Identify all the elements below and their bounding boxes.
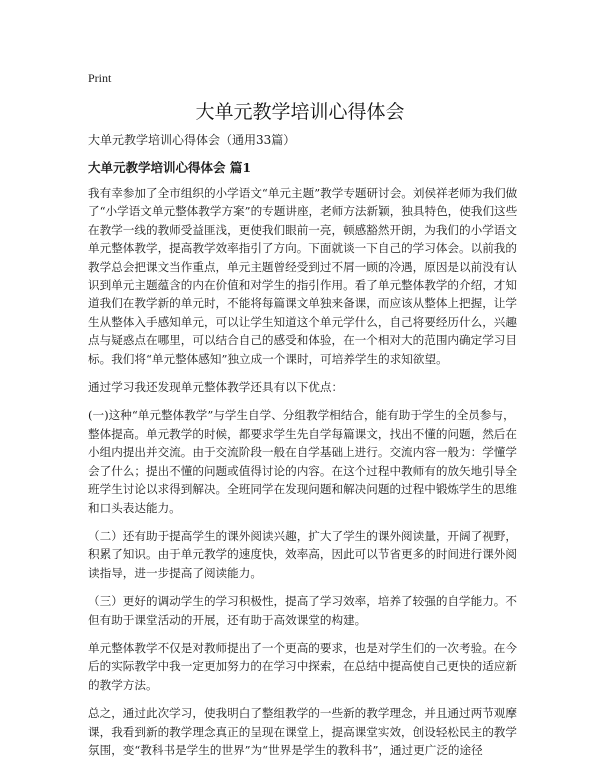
section-heading: 大单元教学培训心得体会 篇1 [88,160,252,175]
paragraph: 单元整体教学不仅是对教师提出了一个更高的要求，也是对学生们的一次考验。在今后的实际教学中我一定更加努力的在学习中探索，在总结中提高使自己更快的适应新的教学方法。 [88,640,517,692]
paragraph: （二）还有助于提高学生的课外阅读兴趣，扩大了学生的课外阅读量，开阔了视野，积累了知识。由于单元教学的速度快，效率高，因此可以节省更多的时间进行课外阅读指导，进一步提高了阅读能力。 [88,528,517,580]
paragraph: （三）更好的调动学生的学习积极性，提高了学习效率，培养了较强的自学能力。不但有助于课堂活动的开展，还有助于高效课堂的构建。 [88,594,517,627]
page-title: 大单元教学培训心得体会 [195,101,405,123]
paragraph: 总之，通过此次学习，使我明白了整组教学的一些新的教学理念，并且通过两节观摩课，我看到新的教学理念真正的呈现在课堂上，提高课堂实效，创设轻松民主的教学氛围，变“教科书是学生的世界”为“世界是学生的教科书”，通过更广泛的途径 [88,706,517,757]
print-link[interactable]: Print [88,71,112,85]
document-subtitle: 大单元教学培训心得体会（通用33篇） [88,133,296,147]
paragraph: 我有幸参加了全市组织的小学语文“单元主题”教学专题研讨会。刘侯祥老师为我们做了“小学语文单元整体教学方案”的专题讲座，老师方法新颖，独具特色，使我们这些在教学一线的教师受益匪浅，更使我们眼前一亮，顿感豁然开朗，为我们的小学语文单元整体教学，提高教学效率指引了方向。下面就谈一下自己的学习体会。以前我的教学总会把课文当作重点，单元主题曾经受到过不屑一顾的冷遇，原因是以前没有认识到单元主题蕴含的内在价值和对学生的指引作用。看了单元整体教学的介绍，才知道我们在教学新的单元时，不能将每篇课文单独来备课，而应该从整体上把握，让学生从整体入手感知单元，可以让学生知道这个单元学什么，自己将要经历什么，兴趣点与疑惑点在哪里，可以结合自己的感受和体验，在一个相对大的范围内确定学习目标。我们将“单元整体感知”独立成一个课时，可培养学生的求知欲望。 [88,186,518,366]
paragraph: 通过学习我还发现单元整体教学还具有以下优点： [88,380,344,395]
paragraph: (一)这种“单元整体教学”与学生自学、分组教学相结合，能有助于学生的全员参与，整体提高。单元教学的时候，都要求学生先自学每篇课文，找出不懂的问题，然后在小组内提出并交流。由于交流阶段一般在自学基础上进行。交流内容一般为：学懂学会了什么；提出不懂的问题或值得讨论的内容。在这个过程中教师有的放矢地引导全班学生讨论以求得到解决。全班同学在发现问题和解决问题的过程中锻炼学生的思维和口头表达能力。 [88,408,517,515]
article-body [88,184,524,769]
